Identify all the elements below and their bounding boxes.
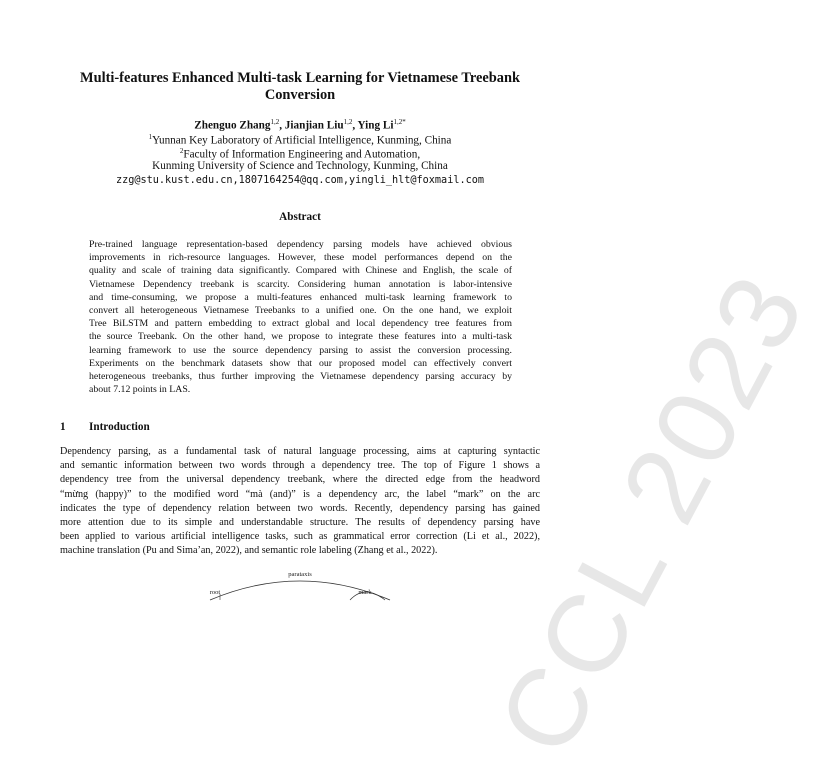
affiliation-text: Faculty of Information Engineering and Automation, bbox=[183, 148, 421, 161]
intro-line: Dependency parsing, as a fundamental task of natural language processing, aims at capturing syntactic bbox=[60, 446, 540, 457]
intro-line: indicates the type of dependency relation between two words. Recently, dependency parsing has gained bbox=[60, 502, 540, 514]
affiliation bbox=[0, 159, 600, 173]
author-emails: zzg@stu.kust.edu.cn,1807164254@qq.com,yingli_hlt@foxmail.com bbox=[115, 175, 484, 186]
author-name: Zhenguo Zhang bbox=[194, 119, 271, 132]
intro-line: “mừng (happy)” to the modified word “mà (and)” is a dependency arc, the label “mark” on the arc bbox=[60, 488, 540, 500]
abstract-body bbox=[89, 238, 512, 396]
intro-line: machine translation (Pu and Sima’an, 2022), and semantic role labeling (Zhang et al., 2022). bbox=[60, 545, 438, 557]
affiliation-text: Yunnan Key Laboratory of Artificial Intelligence, Kunming, China bbox=[152, 134, 452, 147]
author-sep: , bbox=[352, 119, 358, 132]
abstract-line: about 7.12 points in LAS. bbox=[89, 384, 191, 396]
affiliation-sup: 1 bbox=[148, 133, 153, 141]
abstract-heading: Abstract bbox=[279, 211, 321, 223]
abstract-line: improvements in rich-resource languages. However, these model performances depend on the bbox=[89, 252, 512, 264]
abstract-line: and time-consuming, we propose a multi-features enhanced multi-task learning framework to bbox=[89, 291, 512, 303]
affiliation-text: Kunming University of Science and Technology, Kunming, China bbox=[152, 160, 448, 172]
abstract-line: learning framework to use the source dependency parsing to assist the conversion processing. bbox=[89, 344, 512, 356]
abstract-line: Pre-trained language representation-based dependency parsing models have achieved obvious bbox=[89, 239, 512, 250]
section-title: Introduction bbox=[89, 421, 150, 433]
abstract-line: Experiments on the benchmark datasets show that our proposed model can effectively convert bbox=[89, 357, 512, 369]
title-line: Multi-features Enhanced Multi-task Learning for Vietnamese Treebank bbox=[80, 70, 520, 86]
intro-line: been applied to various artificial intelligence tasks, such as grammatical error correction (Li et al., 2022), bbox=[60, 531, 540, 543]
paper-title bbox=[60, 70, 540, 104]
author-name: Ying Li bbox=[357, 119, 394, 132]
author-sep: , bbox=[279, 119, 285, 132]
section-number: 1 bbox=[60, 421, 66, 433]
watermark: CCL 2023 bbox=[474, 253, 829, 774]
author-sup: 1,2 bbox=[343, 118, 353, 126]
figure-label-root: root bbox=[209, 589, 221, 596]
dependency-figure bbox=[150, 566, 450, 600]
section-heading bbox=[60, 421, 150, 433]
abstract-line: the source Treebank. On the other hand, we propose to integrate these features into a multi-task bbox=[89, 331, 512, 343]
author-sup: 1,2* bbox=[393, 118, 406, 126]
title-line: Conversion bbox=[264, 87, 336, 103]
affiliation-sup: 2 bbox=[179, 147, 184, 155]
abstract-line: Vietnamese Dependency treebank is scarcity. Considering human annotation is labor-intensive bbox=[89, 278, 512, 290]
figure-label-parataxis: parataxis bbox=[288, 571, 312, 578]
author-sup: 1,2 bbox=[270, 118, 280, 126]
abstract-line: convert all heterogeneous Vietnamese Treebanks to a unified one. On the one hand, we exploit bbox=[89, 305, 512, 317]
author-name: Jianjian Liu bbox=[284, 119, 344, 132]
intro-line: more attention due to its simple and understandable structure. The results of dependency parsing have bbox=[60, 517, 540, 529]
abstract-line: quality and scale of training data significantly. Compared with Chinese and English, the scale of bbox=[89, 265, 512, 277]
introduction-body bbox=[60, 445, 540, 559]
intro-line: and semantic information between two words through a dependency tree. The top of Figure 1 shows a bbox=[60, 460, 540, 472]
figure-label-mark: mark bbox=[358, 589, 372, 596]
intro-line: dependency tree from the universal dependency treebank, where the directed edge from the headword bbox=[60, 474, 540, 486]
abstract-line: Tree BiLSTM and pattern embedding to extract global and local dependency tree features from bbox=[89, 318, 512, 330]
abstract-line: heterogeneous treebanks, thus further improving the Vietnamese dependency parsing accuracy by bbox=[89, 371, 512, 383]
